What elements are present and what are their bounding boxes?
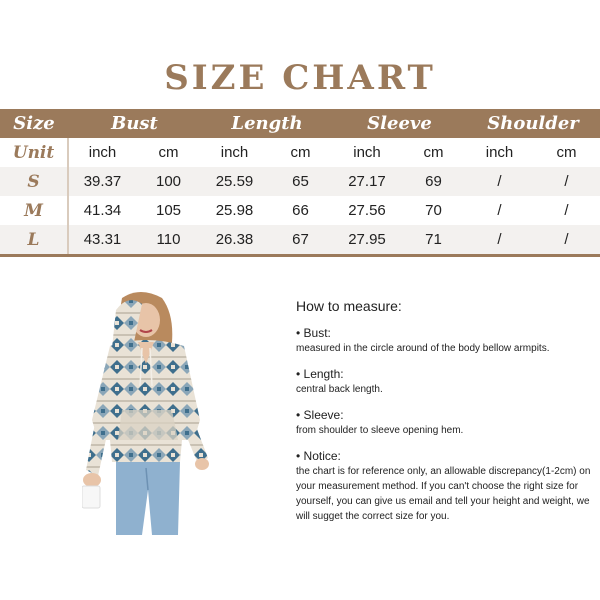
measure-item-body: from shoulder to sleeve opening hem.	[296, 425, 464, 436]
measure-item-body: central back length.	[296, 384, 383, 395]
table-cell: 110	[156, 231, 181, 248]
measure-item-title: • Length:	[296, 367, 344, 381]
table-cell: /	[497, 231, 502, 248]
measure-item-length	[296, 367, 592, 397]
table-header-row	[0, 109, 600, 138]
measure-item-title: • Sleeve:	[296, 408, 344, 422]
unit-label: Unit	[0, 138, 68, 167]
table-cell: 26.38	[215, 231, 254, 248]
size-chart-table	[0, 109, 600, 254]
table-cell: /	[497, 202, 502, 219]
measure-item-title: • Notice:	[296, 449, 341, 463]
size-label: S	[0, 167, 68, 196]
measure-heading: How to measure:	[296, 298, 402, 314]
table-cell: 27.56	[348, 202, 386, 219]
unit-cell: inch	[353, 144, 381, 161]
table-cell: 43.31	[83, 231, 122, 248]
measure-item-body: measured in the circle around of the body bellow armpits.	[296, 343, 550, 354]
unit-cell: inch	[485, 144, 514, 161]
table-cell: 65	[292, 173, 309, 190]
header-size: Size	[13, 113, 55, 134]
table-cell: 66	[292, 202, 309, 219]
measure-item-body: the chart is for reference only, an allowable discrepancy(1-2cm) on your measurement method. If you can't choose the right size for yourself, you can give us email and tell your height and weight, we will sugget the correct size for you.	[296, 466, 591, 522]
header-shoulder: Shoulder	[487, 113, 579, 134]
table-cell: 25.98	[215, 202, 254, 219]
measure-item-notice	[296, 449, 592, 524]
table-cell: /	[497, 173, 502, 190]
table-row	[0, 167, 600, 196]
table-row	[0, 225, 600, 254]
table-cell: 100	[155, 173, 182, 190]
table-cell: 67	[292, 231, 309, 248]
table-cell: 25.59	[215, 173, 254, 190]
unit-cell: cm	[423, 144, 444, 161]
table-cell: 27.95	[348, 231, 386, 248]
unit-cell: cm	[556, 144, 577, 161]
table-cell: 70	[425, 202, 442, 219]
table-row	[0, 196, 600, 225]
unit-cell: cm	[290, 144, 311, 161]
table-cell: 105	[155, 202, 182, 219]
unit-cell: cm	[158, 144, 179, 161]
size-label: L	[0, 225, 68, 254]
table-cell: /	[564, 231, 569, 248]
size-chart-title: SIZE CHART	[164, 58, 436, 98]
unit-cell: inch	[220, 144, 249, 161]
table-cell: 41.34	[83, 202, 122, 219]
measure-item-sleeve	[296, 408, 592, 438]
table-cell: 27.17	[348, 173, 386, 190]
unit-row	[0, 138, 600, 167]
header-sleeve: Sleeve	[367, 113, 432, 134]
size-label: M	[0, 196, 68, 225]
measure-item-bust	[296, 326, 592, 356]
table-cell: 39.37	[83, 173, 122, 190]
header-length: Length	[231, 113, 303, 134]
unit-cell: inch	[88, 144, 117, 161]
table-cell: /	[564, 202, 569, 219]
model-photo	[82, 290, 220, 535]
table-bottom-rule	[0, 254, 600, 257]
table-cell: 71	[425, 231, 442, 248]
table-cell: 69	[425, 173, 442, 190]
measurement-guide	[296, 298, 592, 535]
table-cell: /	[564, 173, 569, 190]
measure-item-title: • Bust:	[296, 326, 331, 340]
header-bust: Bust	[111, 113, 158, 134]
